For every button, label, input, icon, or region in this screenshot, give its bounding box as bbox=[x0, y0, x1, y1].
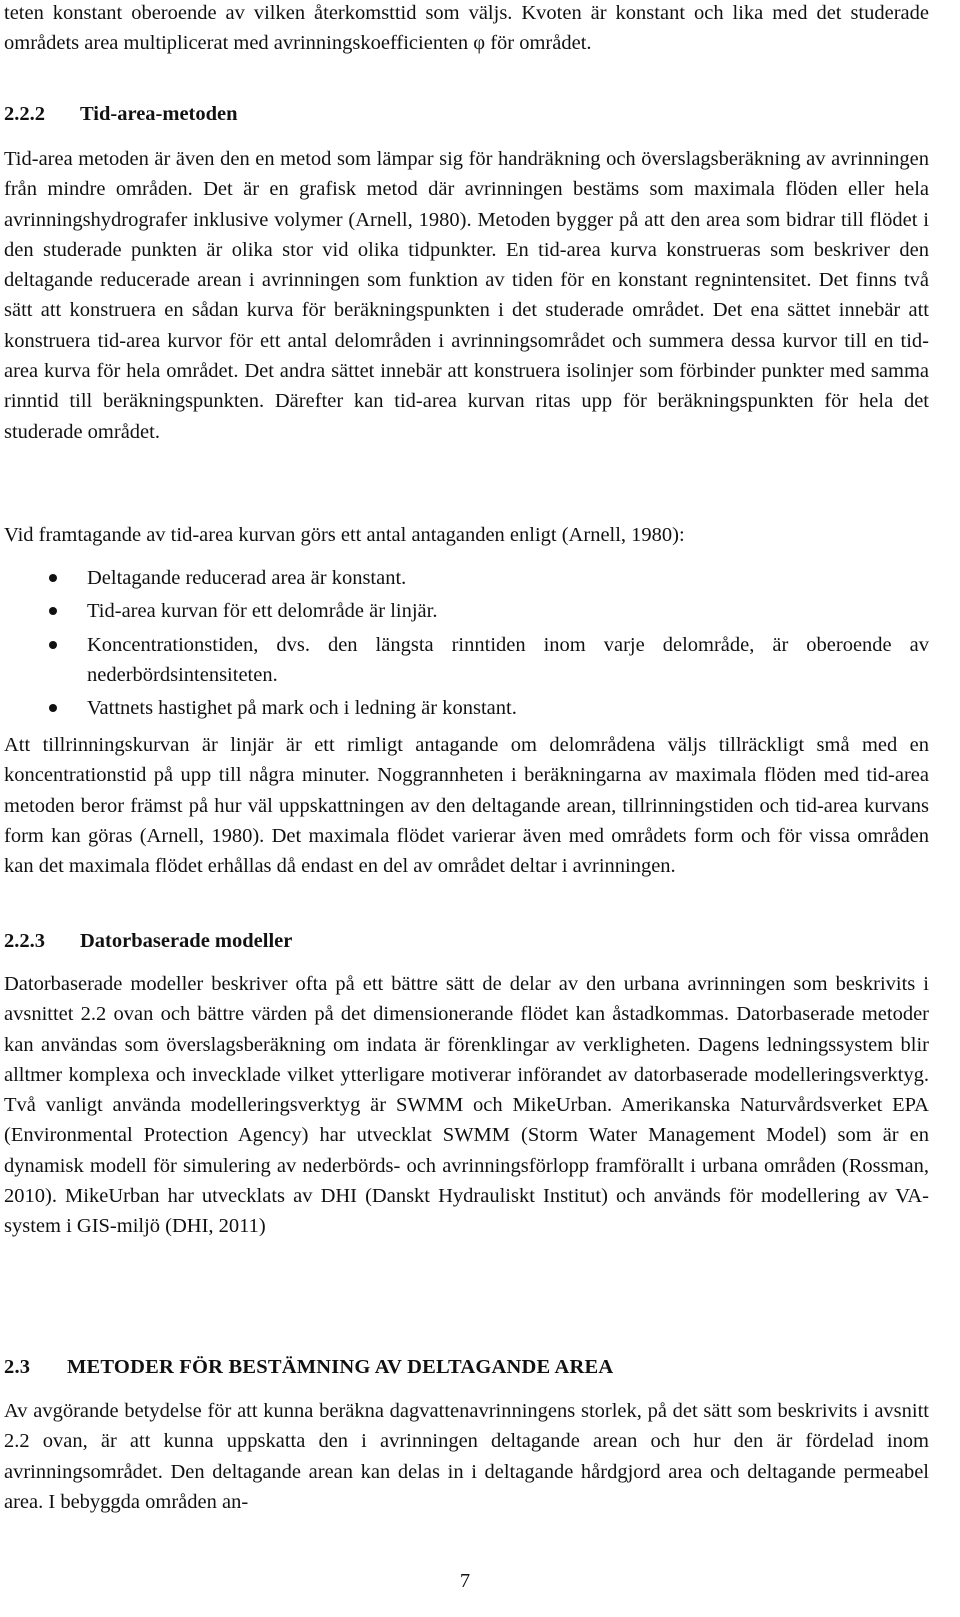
heading-2-2-3 bbox=[4, 926, 292, 956]
heading-number: 2.2.3 bbox=[4, 930, 45, 952]
heading-2-2-2 bbox=[4, 99, 238, 129]
assumptions-list bbox=[4, 563, 929, 726]
paragraph-datorbaserade: Datorbaserade modeller beskriver ofta på ett bättre sätt de delar av den urbana avrinningen som beskrivits i avsnittet 2.2 ovan och bättre värden på det dimensionerande flödet kan åstadkommas. Datorbaserade metoder kan användas som överslagsberäkning om indata är förenklingar av verkligheten. Dagens ledningssystem blir alltmer komplexa och invecklade vilket ytterligare motiverar införandet av datorbaserade modelleringsverktyg. Två vanligt använda modelleringsverktyg är SWMM och MikeUrban. Amerikanska Naturvårdsverket EPA (Environmental Protection Agency) har utvecklat SWMM (Storm Water Management Model) som är en dynamisk modell för simulering av nederbörds- och avrinningsförlopp framförallt i urbana områden (Rossman, 2010). MikeUrban har utvecklats av DHI (Danskt Hydrauliskt Institut) och används för modellering av VA-system i GIS-miljö (DHI, 2011) bbox=[4, 973, 929, 1238]
bullet-icon bbox=[49, 704, 57, 712]
list-item-text: Tid-area kurvan för ett delområde är linjär. bbox=[87, 600, 438, 623]
list-item bbox=[4, 693, 929, 723]
heading-number: 2.3 bbox=[4, 1356, 31, 1378]
list-item-text: Vattnets hastighet på mark och i ledning är konstant. bbox=[87, 697, 517, 720]
list-item-text: Koncentrationstiden, dvs. den längsta rinntiden inom varje delområde, är oberoende av nederbördsintensiteten. bbox=[87, 633, 929, 686]
list-item bbox=[4, 596, 929, 626]
heading-title: Tid-area-metoden bbox=[80, 103, 238, 125]
list-item bbox=[4, 630, 929, 691]
heading-title: METODER FÖR BESTÄMNING AV DELTAGANDE AREA bbox=[67, 1356, 614, 1378]
paragraph-intro-continued: teten konstant oberoende av vilken återkomsttid som väljs. Kvoten är konstant och lika med det studerade områdets area multiplicerat med avrinningskoefficienten φ för området. bbox=[4, 2, 929, 55]
paragraph-tidarea-accuracy: Att tillrinningskurvan är linjär är ett rimligt antagande om delområdena väljs tillräckligt små med en koncentrationstid på upp till några minuter. Noggrannheten i beräkningarna av maximala flöden med tid-area metoden beror främst på hur väl uppskattningen av den deltagande arean, tillrinningstiden och tid-area kurvans form kan göras (Arnell, 1980). Det maximala flödet varierar även med områdets form och för vissa områden kan det maximala flödet erhållas då endast en del av området deltar i avrinningen. bbox=[4, 734, 929, 878]
bullet-icon bbox=[49, 607, 57, 615]
bullet-icon bbox=[49, 574, 57, 582]
list-item bbox=[4, 563, 929, 593]
paragraph-metoder: Av avgörande betydelse för att kunna beräkna dagvattenavrinningens storlek, på det sätt som beskrivits i avsnitt 2.2 ovan, är att kunna uppskatta den i avrinningen deltagande arean och hur den är fördelad inom avrinningsområdet. Den deltagande arean kan delas in i deltagande hårdgjord area och deltagande permeabel area. I bebyggda områden an- bbox=[4, 1400, 929, 1513]
heading-2-3 bbox=[4, 1352, 613, 1382]
paragraph-tidarea-description: Tid-area metoden är även den en metod som lämpar sig för handräkning och överslagsberäkning av avrinningen från mindre områden. Det är en grafisk metod där avrinningen bestäms som maximala flöden eller hela avrinningshydrografer inklusive volymer (Arnell, 1980). Metoden bygger på att den area som bidrar till flödet i den studerade punkten är olika stor vid olika tidpunkter. En tid-area kurva konstrueras som beskriver den deltagande reducerade arean i avrinningen som funktion av tiden för en konstant regnintensitet. Det finns två sätt att konstruera en sådan kurva för beräkningspunkten i det studerade området. Det ena sättet innebär att konstruera tid-area kurvor för ett antal delområden i avrinningsområdet och summera dessa kurvor till en tid-area kurva för hela området. Det andra sättet innebär att konstruera isolinjer som förbinder punkter med samma rinntid till beräkningspunkten. Därefter kan tid-area kurvan ritas upp för beräkningspunkten för hela det studerade området. bbox=[4, 148, 929, 443]
page-number: 7 bbox=[459, 1570, 471, 1592]
heading-number: 2.2.2 bbox=[4, 103, 45, 125]
heading-title: Datorbaserade modeller bbox=[80, 930, 293, 952]
bullet-icon bbox=[49, 641, 57, 649]
paragraph-tidarea-assumptions-intro: Vid framtagande av tid-area kurvan görs ett antal antaganden enligt (Arnell, 1980): bbox=[4, 524, 685, 546]
list-item-text: Deltagande reducerad area är konstant. bbox=[87, 567, 407, 589]
